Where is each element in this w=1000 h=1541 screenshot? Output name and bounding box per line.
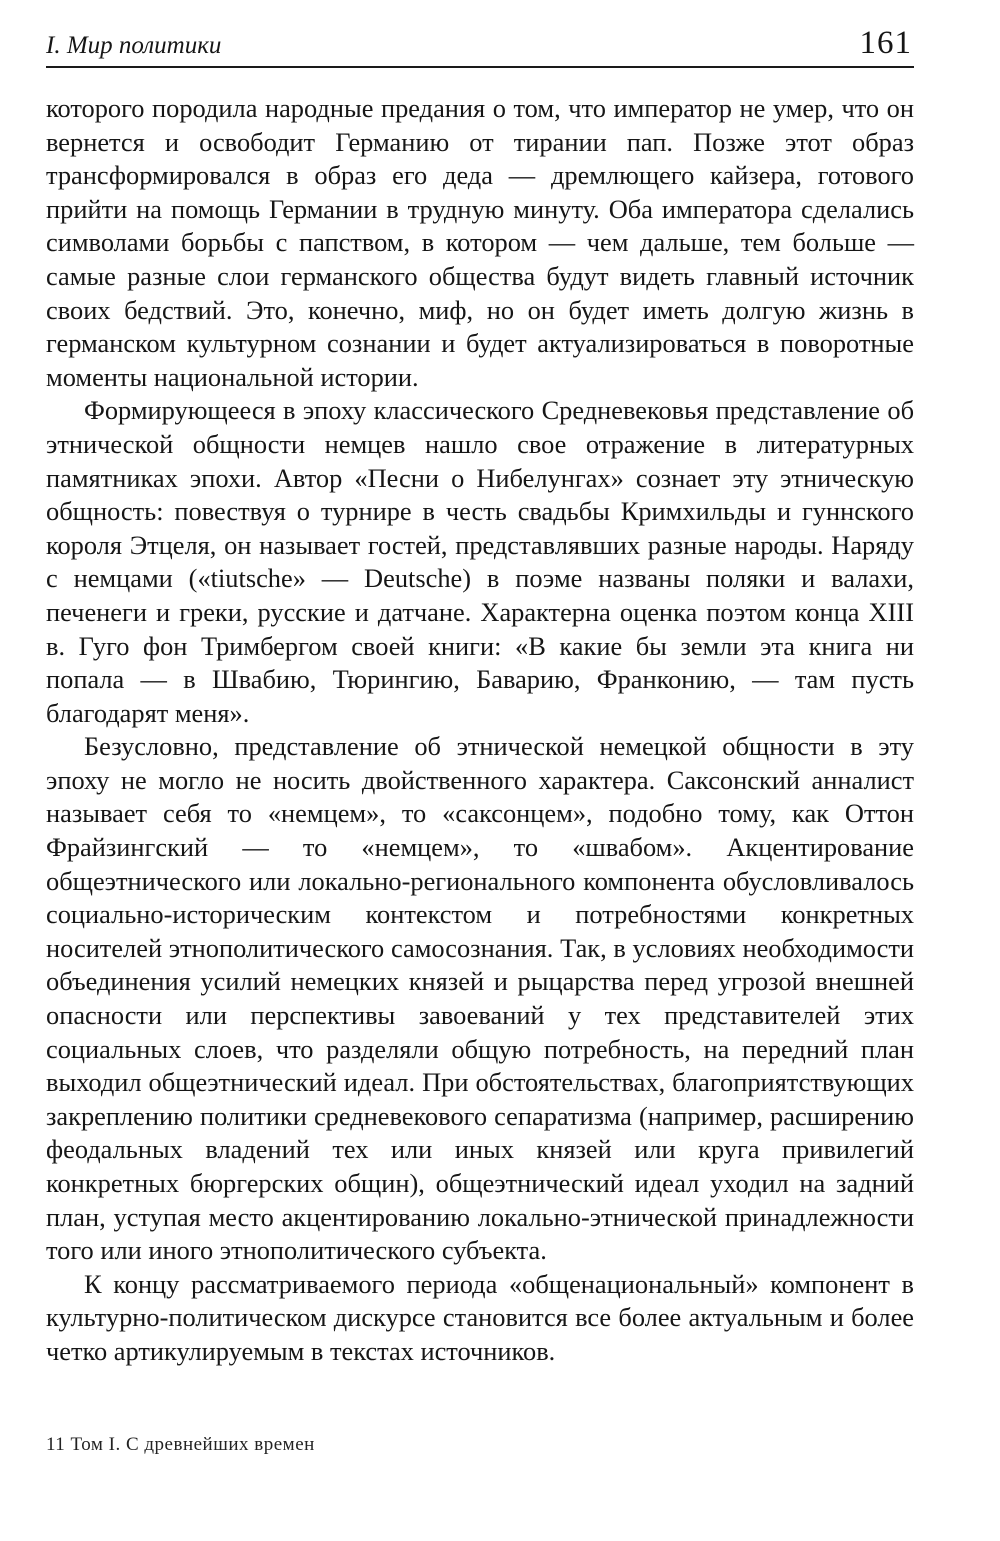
paragraph-3: Безусловно, представление об этнической немецкой общности в эту эпоху не могло не носить двойственного характера. Саксонский анналист называет себя то «немцем», то «саксонцем», подобно тому, как Оттон Фрайзингский — то «немцем», то «швабом». Акцентирование общеэтнического или локально-регионального компонента обусловливалось социально-историческим контекстом и потребностями конкретных носителей этнополитического самосознания. Так, в условиях необходимости объединения усилий немецких князей и рыцарства перед угрозой внешней опасности или перспективы завоеваний у тех представителей этих социальных слоев, что разделяли общую потребность, на передний план выходил общеэтнический идеал. При обстоятельствах, благоприятствующих закреплению политики средневекового сепаратизма (например, расширению феодальных владений тех или иных князей или круга привилегий конкретных бюргерских общин), общеэтнический идеал уходил на задний план, уступая место акцентированию локально-этнической принадлежности того или иного этнополитического субъекта. [46,731,914,1266]
paragraph-1: которого породила народные предания о том, что император не умер, что он вернется и освободит Германию от тирании пап. Позже этот образ трансформировался в образ его деда — дремлющего кайзера, готового прийти на помощь Германии в трудную минуту. Оба императора сделались символами борьбы с папством, в котором — чем дальше, тем больше — самые разные слои германского общества будут видеть главный источник своих бедствий. Это, конечно, миф, но он будет иметь долгую жизнь в германском культурном сознании и будет актуализироваться в поворотные моменты национальной истории. [46,93,914,392]
running-header [46,22,914,68]
paragraph-2: Формирующееся в эпоху классического Средневековья представление об этнической общности немцев нашло свое отражение в литературных памятниках эпохи. Автор «Песни о Нибелунгах» сознает эту этническую общность: повествуя о турнире в честь свадьбы Кримхильды и гуннского короля Этцеля, он называет гостей, представлявших разные народы. Наряду с немцами («tiutsche» — Deutsche) в поэме названы поляки и валахи, печенеги и греки, русские и датчане. Характерна оценка поэтом конца XIII в. Гуго фон Тримбергом своей книги: «В какие бы земли эта книга ни попала — в Швабию, Тюрингию, Баварию, Франконию, — там пусть благодарят меня». [46,395,914,728]
paragraph-4: К концу рассматриваемого периода «общенациональный» компонент в культурно-политическом дискурсе становится все более актуальным и более четко артикулируемым в текстах источников. [46,1268,914,1366]
printer-signature: 11 Том I. С древнейших времен [46,1434,315,1455]
body-text [46,92,914,1369]
running-title: I. Мир политики [46,32,222,59]
page-number: 161 [859,25,912,61]
book-page [46,22,914,1522]
